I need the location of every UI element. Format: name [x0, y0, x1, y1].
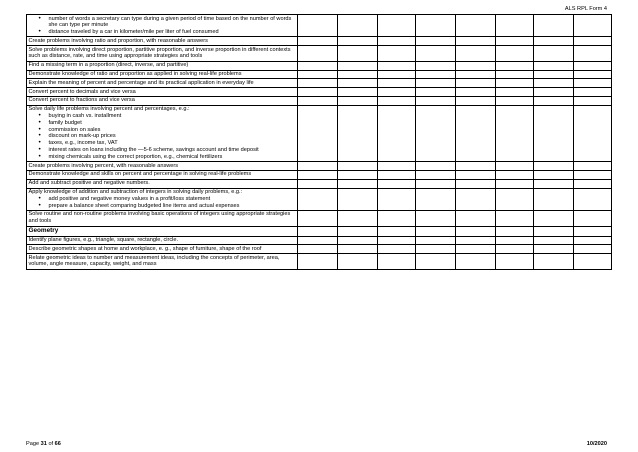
- table-row: [27, 188, 612, 210]
- assessment-cell: [456, 170, 496, 179]
- assessment-cell: [416, 105, 456, 161]
- assessment-cell: [378, 226, 416, 236]
- table-row: [27, 37, 612, 46]
- assessment-cell: [378, 70, 416, 79]
- assessment-cell: [378, 254, 416, 270]
- assessment-cell: [456, 70, 496, 79]
- assessment-cell: [534, 226, 574, 236]
- assessment-cell: [416, 210, 456, 226]
- assessment-cell: [534, 170, 574, 179]
- competency-text: Geometry: [28, 227, 59, 235]
- bullet-list: [29, 196, 296, 210]
- assessment-cell: [338, 70, 378, 79]
- assessment-cell: [574, 254, 612, 270]
- of-word: of: [48, 441, 54, 447]
- assessment-cell: [574, 179, 612, 188]
- assessment-cell: [416, 70, 456, 79]
- assessment-cell: [298, 96, 338, 105]
- bullet-item: • mixing chemicals using the correct proportion, e.g., chemical fertilizers: [39, 154, 296, 161]
- assessment-cell: [338, 105, 378, 161]
- page-footer: [26, 441, 61, 447]
- competency-cell: [27, 210, 298, 226]
- assessment-cell: [574, 188, 612, 210]
- assessment-cell: [456, 79, 496, 88]
- assessment-cell: [534, 245, 574, 254]
- assessment-cell: [378, 162, 416, 171]
- assessment-cell: [574, 236, 612, 245]
- page-total: 66: [54, 441, 61, 447]
- assessment-cell: [298, 46, 338, 62]
- assessment-cell: [378, 88, 416, 97]
- assessment-cell: [456, 188, 496, 210]
- table-row: [27, 210, 612, 226]
- table-row: [27, 15, 612, 37]
- assessment-cell: [496, 254, 534, 270]
- assessment-cell: [416, 37, 456, 46]
- assessment-cell: [574, 226, 612, 236]
- assessment-cell: [574, 88, 612, 97]
- competency-text: Add and subtract positive and negative numbers.: [28, 180, 150, 187]
- assessment-cell: [378, 245, 416, 254]
- competency-text: Create problems involving percent, with reasonable answers: [28, 162, 179, 169]
- assessment-cell: [574, 70, 612, 79]
- table-row: [27, 61, 612, 70]
- assessment-cell: [416, 162, 456, 171]
- assessment-cell: [298, 15, 338, 37]
- assessment-cell: [338, 61, 378, 70]
- assessment-cell: [298, 88, 338, 97]
- competency-text: Find a missing term in a proportion (direct, inverse, and partitive): [28, 62, 189, 69]
- assessment-cell: [456, 96, 496, 105]
- assessment-cell: [534, 254, 574, 270]
- competency-text: Solve routine and non-routine problems involving basic operations of integers using appropriate strategies and tools: [28, 211, 291, 225]
- assessment-cell: [574, 96, 612, 105]
- table-row: [27, 96, 612, 105]
- assessment-cell: [534, 37, 574, 46]
- assessment-cell: [416, 88, 456, 97]
- assessment-cell: [496, 105, 534, 161]
- assessment-cell: [338, 162, 378, 171]
- assessment-cell: [378, 15, 416, 37]
- assessment-cell: [456, 37, 496, 46]
- assessment-cell: [574, 61, 612, 70]
- competency-text: Apply knowledge of addition and subtraction of integers in solving daily problems, e.g.:: [28, 189, 243, 196]
- assessment-cell: [338, 96, 378, 105]
- assessment-cell: [574, 46, 612, 62]
- table-row: [27, 236, 612, 245]
- assessment-cell: [574, 245, 612, 254]
- table-row: [27, 179, 612, 188]
- assessment-cell: [456, 162, 496, 171]
- assessment-cell: [416, 170, 456, 179]
- assessment-cell: [298, 254, 338, 270]
- assessment-cell: [496, 61, 534, 70]
- competency-table: [26, 14, 612, 270]
- assessment-cell: [456, 179, 496, 188]
- competency-cell: [27, 70, 298, 79]
- assessment-cell: [298, 188, 338, 210]
- competency-cell: [27, 179, 298, 188]
- assessment-cell: [496, 210, 534, 226]
- assessment-cell: [338, 226, 378, 236]
- table-row: [27, 254, 612, 270]
- assessment-cell: [298, 79, 338, 88]
- assessment-cell: [338, 88, 378, 97]
- table-row: [27, 170, 612, 179]
- section-title: [27, 226, 298, 236]
- competency-text: Identify plane figures, e.g., triangle, square, rectangle, circle.: [28, 237, 179, 244]
- assessment-cell: [534, 96, 574, 105]
- assessment-cell: [534, 46, 574, 62]
- assessment-cell: [534, 15, 574, 37]
- competency-text: Create problems involving ratio and proportion, with reasonable answers: [28, 37, 208, 44]
- assessment-cell: [338, 37, 378, 46]
- assessment-cell: [534, 210, 574, 226]
- assessment-cell: [534, 162, 574, 171]
- assessment-cell: [496, 162, 534, 171]
- assessment-cell: [416, 226, 456, 236]
- assessment-cell: [496, 79, 534, 88]
- competency-text: Demonstrate knowledge of ratio and proportion as applied in solving real-life problems: [28, 71, 242, 78]
- assessment-cell: [456, 210, 496, 226]
- assessment-cell: [416, 179, 456, 188]
- assessment-cell: [378, 105, 416, 161]
- assessment-cell: [378, 96, 416, 105]
- competency-cell: [27, 79, 298, 88]
- table-row: [27, 245, 612, 254]
- assessment-cell: [496, 96, 534, 105]
- section-row: [27, 226, 612, 236]
- bullet-item: • taxes, e.g., income tax, VAT: [39, 140, 296, 147]
- competency-cell: [27, 254, 298, 270]
- assessment-cell: [338, 46, 378, 62]
- assessment-cell: [338, 210, 378, 226]
- assessment-cell: [456, 245, 496, 254]
- assessment-cell: [534, 179, 574, 188]
- bullet-item: • number of words a secretary can type during a given period of time based on the number of words she can type per minute: [39, 16, 296, 30]
- table-row: [27, 79, 612, 88]
- assessment-cell: [298, 179, 338, 188]
- assessment-cell: [534, 105, 574, 161]
- assessment-cell: [574, 37, 612, 46]
- assessment-cell: [496, 70, 534, 79]
- assessment-cell: [416, 245, 456, 254]
- competency-text: Relate geometric ideas to number and measurement ideas, including the concepts of perimeter, area, volume, angle measure, capacity, weight, and mass: [28, 254, 280, 268]
- bullet-item: • discount on mark-up prices: [39, 133, 296, 140]
- assessment-cell: [456, 61, 496, 70]
- assessment-cell: [416, 79, 456, 88]
- competency-cell: [27, 88, 298, 97]
- assessment-cell: [338, 188, 378, 210]
- competency-cell: [27, 37, 298, 46]
- competency-text: Explain the meaning of percent and percentage and its practical application in everyday life: [28, 79, 254, 86]
- bullet-item: • prepare a balance sheet comparing budgeted line items and actual expenses: [39, 203, 296, 210]
- assessment-cell: [416, 188, 456, 210]
- bullet-item: • commission on sales: [39, 127, 296, 134]
- assessment-cell: [338, 79, 378, 88]
- bullet-item: • interest rates on loans including the —5-6 scheme, savings account and time deposit: [39, 147, 296, 154]
- bullet-item: • buying in cash vs. installment: [39, 113, 296, 120]
- assessment-cell: [298, 70, 338, 79]
- assessment-cell: [338, 170, 378, 179]
- assessment-cell: [378, 179, 416, 188]
- assessment-cell: [456, 15, 496, 37]
- assessment-cell: [456, 88, 496, 97]
- page-word: Page: [26, 441, 40, 447]
- assessment-cell: [496, 37, 534, 46]
- assessment-cell: [534, 79, 574, 88]
- assessment-cell: [496, 15, 534, 37]
- assessment-cell: [456, 254, 496, 270]
- assessment-cell: [338, 254, 378, 270]
- assessment-cell: [378, 79, 416, 88]
- bullet-item: • distance traveled by a car in kilometer/mile per liter of fuel consumed: [39, 29, 296, 36]
- table-row: [27, 105, 612, 161]
- assessment-cell: [496, 179, 534, 188]
- form-label: ALS RPL Form 4: [564, 6, 607, 12]
- assessment-cell: [416, 236, 456, 245]
- assessment-cell: [496, 88, 534, 97]
- assessment-cell: [378, 61, 416, 70]
- footer-date: 10/2020: [586, 441, 607, 447]
- assessment-cell: [534, 188, 574, 210]
- assessment-cell: [456, 226, 496, 236]
- assessment-cell: [298, 245, 338, 254]
- competency-cell: [27, 46, 298, 62]
- assessment-cell: [298, 61, 338, 70]
- competency-cell: [27, 170, 298, 179]
- assessment-cell: [534, 61, 574, 70]
- assessment-cell: [496, 46, 534, 62]
- competency-text: Solve daily life problems involving percent and percentages, e.g.:: [28, 106, 190, 113]
- competency-text: Demonstrate knowledge and skills on percent and percentage in solving real-life problems: [28, 171, 252, 178]
- assessment-cell: [298, 236, 338, 245]
- assessment-cell: [298, 162, 338, 171]
- assessment-cell: [534, 70, 574, 79]
- competency-text: Solve problems involving direct proportion, partitive proportion, and inverse proportion in different contexts such as distance, rate, and time using appropriate strategies and tools: [28, 46, 291, 60]
- bullet-list: [29, 16, 296, 36]
- assessment-cell: [298, 105, 338, 161]
- assessment-cell: [298, 210, 338, 226]
- bullet-item: • add positive and negative money values in a profit/loss statement: [39, 196, 296, 203]
- assessment-cell: [574, 79, 612, 88]
- assessment-cell: [378, 170, 416, 179]
- assessment-cell: [416, 96, 456, 105]
- competency-text: Describe geometric shapes at home and workplace, e. g., shape of furniture, shape of the roof: [28, 245, 262, 252]
- assessment-cell: [298, 226, 338, 236]
- assessment-cell: [456, 46, 496, 62]
- competency-cell: [27, 236, 298, 245]
- assessment-cell: [416, 61, 456, 70]
- assessment-cell: [298, 37, 338, 46]
- assessment-cell: [456, 236, 496, 245]
- assessment-cell: [496, 226, 534, 236]
- assessment-cell: [574, 105, 612, 161]
- page-number: 31: [40, 441, 47, 447]
- competency-text: Convert percent to fractions and vice versa: [28, 97, 135, 104]
- assessment-cell: [574, 170, 612, 179]
- assessment-cell: [378, 37, 416, 46]
- table-row: [27, 162, 612, 171]
- assessment-cell: [378, 236, 416, 245]
- assessment-cell: [496, 170, 534, 179]
- competency-cell: [27, 96, 298, 105]
- competency-text: Convert percent to decimals and vice versa: [28, 88, 136, 95]
- assessment-cell: [496, 236, 534, 245]
- assessment-cell: [456, 105, 496, 161]
- assessment-cell: [338, 245, 378, 254]
- competency-cell: [27, 245, 298, 254]
- assessment-cell: [298, 170, 338, 179]
- assessment-cell: [416, 46, 456, 62]
- assessment-cell: [496, 245, 534, 254]
- assessment-cell: [338, 15, 378, 37]
- table-row: [27, 70, 612, 79]
- assessment-cell: [416, 254, 456, 270]
- table-row: [27, 88, 612, 97]
- assessment-cell: [496, 188, 534, 210]
- bullet-list: [29, 113, 296, 161]
- competency-cell: [27, 61, 298, 70]
- bullet-item: • family budget: [39, 120, 296, 127]
- table-row: [27, 46, 612, 62]
- competency-rows: [27, 15, 612, 270]
- assessment-cell: [378, 188, 416, 210]
- competency-cell: [27, 15, 298, 37]
- competency-cell: [27, 162, 298, 171]
- competency-cell: [27, 188, 298, 210]
- assessment-cell: [378, 46, 416, 62]
- assessment-cell: [338, 236, 378, 245]
- assessment-cell: [378, 210, 416, 226]
- assessment-cell: [338, 179, 378, 188]
- assessment-cell: [416, 15, 456, 37]
- competency-cell: [27, 105, 298, 161]
- assessment-cell: [534, 88, 574, 97]
- assessment-cell: [574, 162, 612, 171]
- assessment-cell: [574, 210, 612, 226]
- assessment-cell: [534, 236, 574, 245]
- assessment-cell: [574, 15, 612, 37]
